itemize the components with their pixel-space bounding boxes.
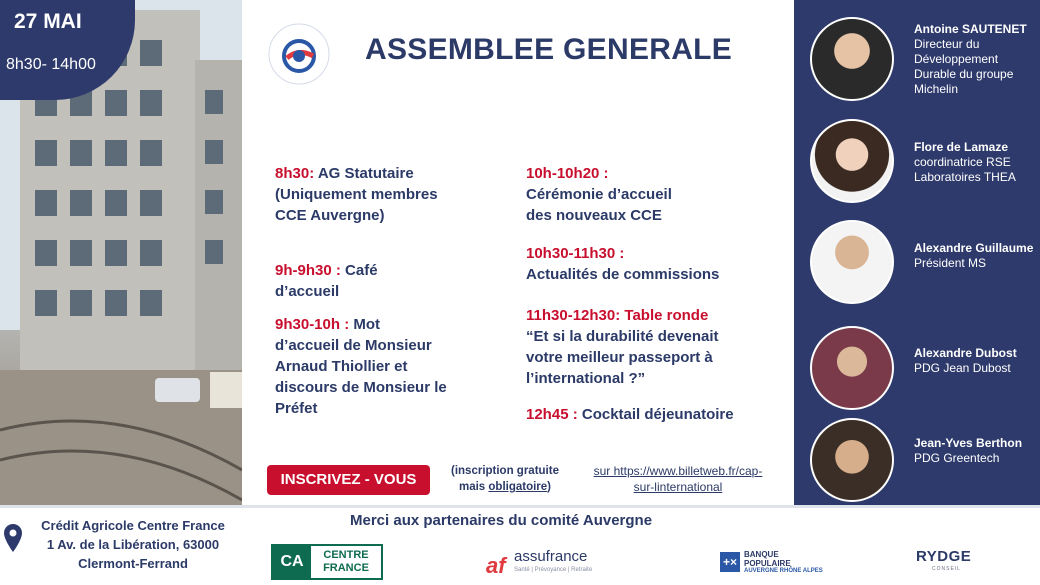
program-text: l’international ?” [526,370,646,387]
speaker-role: PDG Jean Dubost [914,361,1011,375]
venue-line: 1 Av. de la Libération, 63000 [46,537,220,552]
registration-note-line: ) [547,481,552,493]
location-pin-icon [4,524,22,552]
ca-line: CENTRE [323,549,369,561]
registration-note-line: mais [458,481,489,493]
speaker-card [914,22,1036,97]
venue-line: Clermont-Ferrand [78,556,188,571]
rydge-logo: RYDGE [916,548,972,565]
speaker-name: Alexandre Guillaume [914,241,1034,255]
program-item-cafe [275,260,465,302]
speaker-name: Antoine SAUTENET [914,22,1027,36]
program-text: d’accueil [275,283,340,300]
registration-link[interactable] [578,463,778,495]
program-text: Cérémonie d’accueil [526,186,672,203]
divider [0,505,1040,508]
program-text: Arnaud Thiollier et [275,358,408,375]
speaker-role: Président MS [914,256,987,270]
speaker-card [914,436,1036,466]
program-text: votre meilleur passeport à [526,349,713,366]
registration-link-line[interactable]: sur https://www.billetweb.fr/cap- [593,464,763,478]
ca-line: FRANCE [323,562,369,574]
program-text: AG Statutaire [317,165,414,182]
program-time: 9h30-10h : [275,316,350,333]
program-item-ceremonie [526,163,766,226]
assufrance-name: assufrance [514,548,588,565]
program-time: 9h-9h30 : [275,262,341,279]
speaker-role: Directeur du Développement Durable du groupe Michelin [914,37,1014,96]
program-text: d’accueil de Monsieur [275,337,432,354]
speakers-panel [794,0,1040,505]
speaker-role: coordinatrice RSE Laboratoires THEA [914,155,1016,184]
program-item-ag-statutaire [275,163,465,226]
assufrance-tagline: Santé | Prévoyance | Retraite [514,567,593,573]
bp-line: BANQUE [744,550,779,559]
registration-note [445,463,565,495]
speaker-photo [810,418,894,502]
program-time: 10h30-11h30 : [526,245,625,262]
program-time: 10h-10h20 : [526,165,609,182]
ca-mark-icon: CA [273,546,311,578]
event-date: 27 MAI [14,10,82,33]
credit-agricole-logo [271,544,383,580]
af-mark-icon: af [486,553,506,578]
bp-name [744,550,791,568]
program-item-mot-accueil [275,314,465,419]
program-text: (Uniquement membres [275,186,438,203]
speaker-name: Jean-Yves Berthon [914,436,1023,450]
bp-mark-icon: +× [720,552,740,572]
program-text: Préfet [275,400,318,417]
page-title: ASSEMBLEE GENERALE [365,33,733,66]
speaker-name: Flore de Lamaze [914,140,1009,154]
program-time: 12h45 : [526,406,578,423]
building-photo [0,0,242,505]
program-item-cocktail [526,404,776,425]
event-time: 8h30- 14h00 [6,56,96,73]
speaker-card [914,241,1036,271]
registration-note-emphasis: obligatoire [488,481,548,493]
cce-logo [267,22,331,86]
speaker-photo [810,326,894,410]
partners-heading: Merci aux partenaires du comité Auvergne [350,512,653,529]
venue-address [28,516,238,573]
program-text: “Et si la durabilité devenait [526,328,719,345]
rydge-tagline: CONSEIL [932,566,961,572]
program-text: Mot [353,316,381,333]
program-text: Café [345,262,378,279]
program-text: CCE Auvergne) [275,207,385,224]
speaker-photo [810,220,894,304]
program-item-actualites [526,243,766,285]
speaker-card [914,140,1036,185]
program-text: discours de Monsieur le [275,379,447,396]
speaker-card [914,346,1036,376]
speaker-photo [810,17,894,101]
venue-line: Crédit Agricole Centre France [41,518,225,533]
program-text: Actualités de commissions [526,266,720,283]
bp-line: POPULAIRE [744,559,791,568]
assufrance-logo [486,545,616,581]
program-item-table-ronde [526,305,776,389]
banque-populaire-logo [720,549,840,577]
register-button[interactable]: INSCRIVEZ - VOUS [267,465,430,495]
program-time: 8h30: [275,165,315,182]
ca-logo-text [311,549,381,575]
program-time: 11h30-12h30: Table ronde [526,307,709,324]
program-text: des nouveaux CCE [526,207,662,224]
program-text: Cocktail déjeunatoire [581,406,734,423]
registration-note-line: (inscription gratuite [451,465,559,477]
speaker-name: Alexandre Dubost [914,346,1017,360]
speaker-role: PDG Greentech [914,451,1000,465]
bp-region: AUVERGNE RHÔNE ALPES [744,568,823,574]
speaker-photo [810,119,894,203]
registration-link-line[interactable]: sur-linternational [633,480,723,494]
